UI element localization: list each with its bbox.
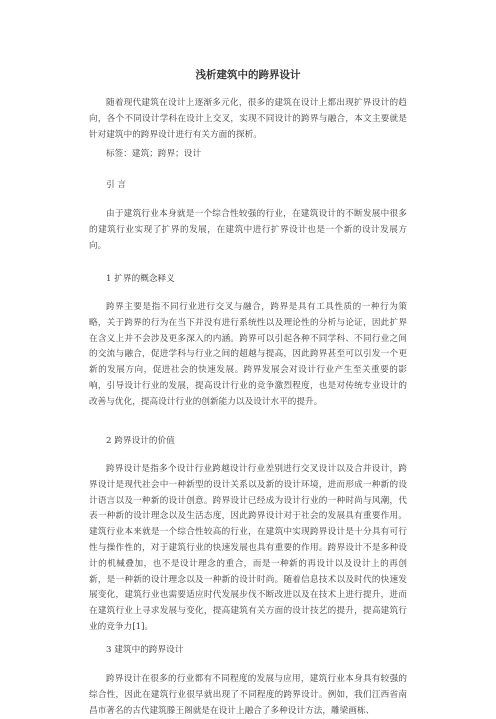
section-2-heading: 2 跨界设计的价值 bbox=[106, 436, 175, 446]
section-1-heading: 1 扩界的概念释义 bbox=[106, 274, 175, 284]
keywords-line: 标签：建筑；跨界；设计 bbox=[106, 149, 202, 159]
intro-heading: 引 言 bbox=[106, 180, 127, 190]
document-title: 浅析建筑中的跨界设计 bbox=[195, 69, 301, 81]
section-2-paragraph: 跨界设计是指多个设计行业跨越设计行业差别进行交叉设计以及合并设计，跨界设计是现代社会中一种新型的设计关系以及新的设计环境，进而形成一种新的设计语言以及一种新的设计创意。跨界设计已经成为设计行业的一种时尚与风潮，代表一种新的设计理念以及生活态度，因此跨界设计对于社会的发展具有重要作用。建筑行业本来就是一个综合性较高的行业，在建筑中实现跨界设计是十分具有可行性与操作性的，对于建筑行业的快速发展也具有重要的作用。跨界设计不是多种设计的机械叠加，也不是设计理念的重合，而是一种新的再设计以及设计上的再创新，是一种新的设计理念以及一种新的设计时尚。随着信息技术以及时代的快速发展变化，建筑行业也需要适应时代发展步伐不断改进以及在技术上进行提升，进而在建筑行业上寻求发展与变化，提高建筑有关方面的设计技艺的提升，提高建筑行业的竞争力[1]。 bbox=[89, 464, 407, 632]
intro-paragraph: 由于建筑行业本身就是一个综合性较强的行业，在建筑设计的不断发展中很多的建筑行业实现了扩界的发展，在建筑中进行扩界设计也是一个新的设计发展方向。 bbox=[89, 209, 407, 251]
section-3-paragraph: 跨界设计在很多的行业都有不同程度的发展与应用，建筑行业本身具有较强的综合性，因此在建筑行业很早就出现了不同程度的跨界设计。例如，我们江西省南昌市著名的古代建筑滕王阁就是在设计上融合了多种设计方法，雕梁画栋、 bbox=[89, 674, 407, 716]
section-3-heading: 3 建筑中的跨界设计 bbox=[106, 645, 184, 655]
section-1-paragraph: 跨界主要是指不同行业进行交叉与融合，跨界是具有工具性质的一种行为策略，关于跨界的行为在当下并没有进行系统性以及理论性的分析与论证，因此扩界在含义上并不会涉及更多深入的内涵。跨界可以引起各种不同学科、不同行业之间的交流与融合，促进学科与行业之间的超越与提高，因此跨界甚至可以引发一个更新的发展方向，促进社会的快速发展。跨界发展会对设计行业产生至关重要的影响，引导设计行业的发展，提高设计行业的竞争激烈程度，也是对传统专业设计的改善与优化，提高设计行业的创新能力以及设计水平的提升。 bbox=[89, 302, 407, 407]
abstract-paragraph: 随着现代建筑在设计上逐渐多元化，很多的建筑在设计上都出现扩界设计的趋向，各个不同设计学科在设计上交叉，实现不同设计的跨界与融合，本文主要就是针对建筑中的跨界设计进行有关方面的探析。 bbox=[89, 98, 407, 140]
